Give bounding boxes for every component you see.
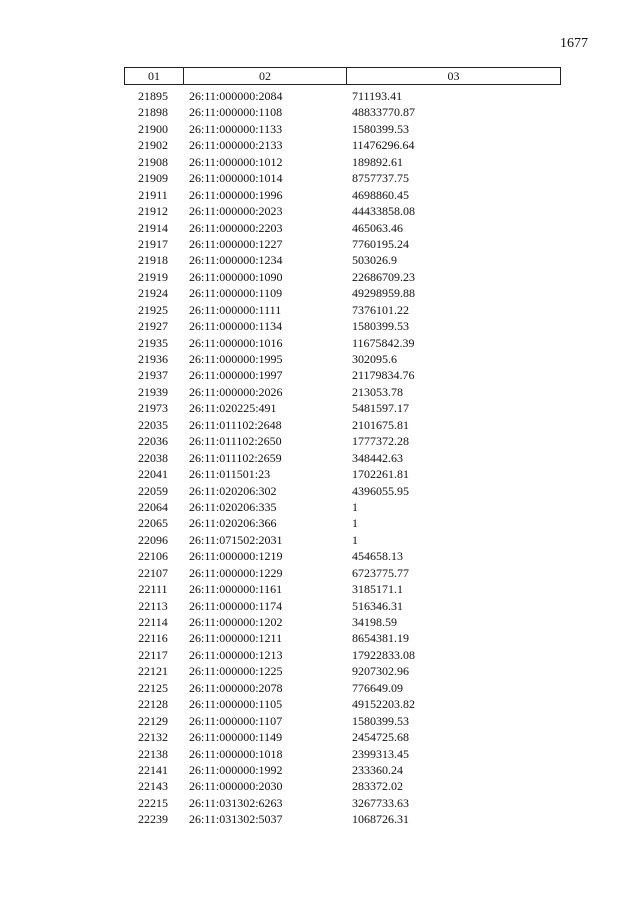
table-cell-01: 22041	[138, 467, 168, 482]
table-cell-02: 26:11:000000:1090	[189, 269, 283, 284]
table-cell-01: 22141	[138, 762, 168, 777]
table-cell-03: 4396055.95	[352, 483, 409, 498]
table-cell-02: 26:11:000000:1213	[189, 647, 283, 662]
table-row	[124, 154, 561, 170]
table-cell-03: 1	[352, 532, 358, 547]
table-cell-03: 189892.61	[352, 154, 403, 169]
table-cell-01: 21939	[138, 384, 168, 399]
table-row	[124, 302, 561, 318]
table-cell-03: 3185171.1	[352, 582, 403, 597]
table-cell-03: 6723775.77	[352, 565, 409, 580]
table-row	[124, 433, 561, 449]
page-number: 1677	[560, 36, 588, 51]
table-cell-02: 26:11:000000:1234	[189, 253, 283, 268]
table-cell-01: 22129	[138, 713, 168, 728]
table-row	[124, 598, 561, 614]
column-header-03: 03	[447, 68, 460, 83]
table-cell-01: 21937	[138, 368, 168, 383]
table-cell-02: 26:11:000000:1992	[189, 762, 283, 777]
table-row	[124, 696, 561, 712]
table-cell-03: 11675842.39	[352, 335, 415, 350]
table-cell-02: 26:11:000000:1107	[189, 713, 283, 728]
table-row	[124, 450, 561, 466]
table-cell-01: 21908	[138, 154, 168, 169]
table-row	[124, 466, 561, 482]
table-cell-02: 26:11:000000:1018	[189, 746, 283, 761]
table-cell-02: 26:11:031302:5037	[189, 812, 283, 827]
table-cell-02: 26:11:000000:1229	[189, 565, 283, 580]
table-cell-02: 26:11:000000:1174	[189, 598, 283, 613]
table-cell-03: 21179834.76	[352, 368, 415, 383]
table-cell-02: 26:11:000000:1149	[189, 730, 283, 745]
table-cell-03: 22686709.23	[352, 269, 415, 284]
table-cell-03: 283372.02	[352, 779, 403, 794]
table-cell-03: 3267733.63	[352, 795, 409, 810]
table-cell-03: 1777372.28	[352, 434, 409, 449]
table-row	[124, 680, 561, 696]
table-cell-03: 1068726.31	[352, 812, 409, 827]
table-row	[124, 335, 561, 351]
table-cell-01: 22128	[138, 697, 168, 712]
table-row	[124, 795, 561, 811]
table-cell-01: 21911	[138, 187, 168, 202]
table-cell-02: 26:11:000000:1997	[189, 368, 283, 383]
table-cell-01: 21902	[138, 138, 168, 153]
table-row	[124, 384, 561, 400]
table-row	[124, 170, 561, 186]
table-cell-03: 1702261.81	[352, 467, 409, 482]
table-row	[124, 318, 561, 334]
table-row	[124, 729, 561, 745]
table-cell-01: 22117	[138, 647, 168, 662]
table-cell-01: 21912	[138, 204, 168, 219]
table-row	[124, 483, 561, 499]
table-cell-02: 26:11:020206:335	[189, 499, 277, 514]
table-cell-03: 348442.63	[352, 450, 403, 465]
table-cell-01: 22132	[138, 730, 168, 745]
table-cell-02: 26:11:000000:1225	[189, 664, 283, 679]
table-cell-02: 26:11:000000:1108	[189, 105, 283, 120]
table-cell-02: 26:11:000000:1996	[189, 187, 283, 202]
table-cell-01: 22038	[138, 450, 168, 465]
table-row	[124, 137, 561, 153]
table-cell-02: 26:11:031302:6263	[189, 795, 283, 810]
table-cell-01: 22121	[138, 664, 168, 679]
table-cell-02: 26:11:071502:2031	[189, 532, 283, 547]
table-row	[124, 581, 561, 597]
table-cell-01: 21914	[138, 220, 168, 235]
table-cell-03: 49298959.88	[352, 286, 415, 301]
table-cell-02: 26:11:000000:1219	[189, 549, 283, 564]
table-cell-03: 2454725.68	[352, 730, 409, 745]
table-cell-01: 22143	[138, 779, 168, 794]
table-row	[124, 565, 561, 581]
table-cell-02: 26:11:000000:1016	[189, 335, 283, 350]
table-cell-01: 21895	[138, 89, 168, 103]
table-row	[124, 647, 561, 663]
table-row	[124, 713, 561, 729]
table-row	[124, 778, 561, 794]
table-cell-01: 22096	[138, 532, 168, 547]
table-cell-01: 21917	[138, 236, 168, 251]
table-cell-03: 516346.31	[352, 598, 403, 613]
column-header-01: 01	[125, 68, 184, 84]
table-cell-02: 26:11:000000:1109	[189, 286, 283, 301]
table-cell-03: 44433858.08	[352, 204, 415, 219]
table-row	[124, 746, 561, 762]
table-cell-03: 17922833.08	[352, 647, 415, 662]
table-header	[124, 67, 561, 85]
table-row	[124, 400, 561, 416]
table-cell-02: 26:11:000000:1202	[189, 615, 283, 629]
table-cell-03: 8654381.19	[352, 631, 409, 646]
table-cell-03: 48833770.87	[352, 105, 415, 120]
table-row	[124, 811, 561, 827]
table-cell-01: 22064	[138, 499, 168, 514]
table-cell-01: 21973	[138, 401, 168, 416]
table-cell-01: 22065	[138, 516, 168, 531]
table-cell-02: 26:11:000000:2026	[189, 384, 283, 399]
table-body	[124, 88, 561, 828]
table-cell-01: 21909	[138, 171, 168, 186]
table-row	[124, 417, 561, 433]
table-cell-01: 22125	[138, 680, 168, 695]
table-cell-02: 26:11:011102:2648	[189, 417, 282, 432]
table-row	[124, 285, 561, 301]
table-row	[124, 236, 561, 252]
table-row	[124, 252, 561, 268]
table-row	[124, 630, 561, 646]
table-cell-02: 26:11:000000:2023	[189, 204, 283, 219]
table-cell-02: 26:11:000000:2133	[189, 138, 283, 153]
table-row	[124, 614, 561, 630]
table-cell-02: 26:11:000000:1105	[189, 697, 283, 712]
table-cell-03: 465063.46	[352, 220, 403, 235]
table-cell-01: 21898	[138, 105, 168, 120]
table-cell-03: 2101675.81	[352, 417, 409, 432]
table-cell-03: 11476296.64	[352, 138, 415, 153]
table-cell-03: 7376101.22	[352, 302, 409, 317]
table-cell-01: 22107	[138, 565, 168, 580]
table-row	[124, 762, 561, 778]
table-cell-01: 21924	[138, 286, 168, 301]
table-row	[124, 548, 561, 564]
table-cell-03: 711193.41	[352, 89, 403, 103]
table-row	[124, 187, 561, 203]
table-cell-02: 26:11:011102:2659	[189, 450, 282, 465]
table-row	[124, 663, 561, 679]
table-row	[124, 515, 561, 531]
table-cell-03: 9207302.96	[352, 664, 409, 679]
table-cell-02: 26:11:011102:2650	[189, 434, 282, 449]
table-cell-03: 1580399.53	[352, 713, 409, 728]
table-row	[124, 367, 561, 383]
table-cell-03: 302095.6	[352, 352, 397, 366]
table-cell-02: 26:11:000000:1133	[189, 121, 283, 136]
table-cell-03: 8757737.75	[352, 171, 409, 186]
table-cell-02: 26:11:000000:2084	[189, 89, 283, 103]
table-cell-02: 26:11:011501:23	[189, 467, 271, 482]
table-cell-02: 26:11:000000:1227	[189, 236, 283, 251]
table-row	[124, 499, 561, 515]
table-row	[124, 220, 561, 236]
table-cell-03: 5481597.17	[352, 401, 409, 416]
table-cell-01: 22035	[138, 417, 168, 432]
table-cell-03: 34198.59	[352, 615, 397, 629]
table-cell-02: 26:11:000000:1161	[189, 582, 283, 597]
table-cell-01: 21900	[138, 121, 168, 136]
table-cell-01: 21927	[138, 319, 168, 334]
table-cell-01: 21919	[138, 269, 168, 284]
table-cell-01: 22116	[138, 631, 168, 646]
table-row	[124, 203, 561, 219]
table-cell-03: 7760195.24	[352, 236, 409, 251]
table-row	[124, 121, 561, 137]
table-cell-01: 22106	[138, 549, 168, 564]
table-cell-02: 26:11:000000:1014	[189, 171, 283, 186]
table-cell-03: 454658.13	[352, 549, 403, 564]
table-row	[124, 104, 561, 120]
table-cell-01: 22113	[138, 598, 168, 613]
table-cell-02: 26:11:000000:2078	[189, 680, 283, 695]
table-cell-03: 233360.24	[352, 762, 403, 777]
table-cell-01: 21925	[138, 302, 168, 317]
table-row	[124, 532, 561, 548]
table-cell-03: 2399313.45	[352, 746, 409, 761]
table-cell-02: 26:11:000000:1211	[189, 631, 283, 646]
table-cell-03: 49152203.82	[352, 697, 415, 712]
table-cell-02: 26:11:020206:302	[189, 483, 277, 498]
table-cell-01: 21936	[138, 352, 168, 366]
table-cell-01: 22138	[138, 746, 168, 761]
table-cell-03: 1	[352, 516, 358, 531]
table-cell-02: 26:11:000000:1012	[189, 154, 283, 169]
table-cell-02: 26:11:000000:1995	[189, 352, 283, 366]
column-header-02: 02	[184, 68, 347, 84]
table-cell-03: 213053.78	[352, 384, 403, 399]
table-cell-01: 22239	[138, 812, 168, 827]
table-cell-02: 26:11:000000:2203	[189, 220, 283, 235]
table-cell-03: 1	[352, 499, 358, 514]
table-cell-03: 1580399.53	[352, 121, 409, 136]
table-row	[124, 351, 561, 367]
table-cell-01: 21918	[138, 253, 168, 268]
table-cell-02: 26:11:020206:366	[189, 516, 277, 531]
table-cell-01: 21935	[138, 335, 168, 350]
table-cell-03: 503026.9	[352, 253, 397, 268]
table-cell-02: 26:11:000000:1111	[189, 302, 282, 317]
table-cell-02: 26:11:000000:1134	[189, 319, 283, 334]
table-cell-02: 26:11:000000:2030	[189, 779, 283, 794]
table-row	[124, 88, 561, 104]
table-cell-01: 22111	[138, 582, 168, 597]
table-cell-02: 26:11:020225:491	[189, 401, 277, 416]
table-cell-03: 1580399.53	[352, 319, 409, 334]
table-cell-01: 22059	[138, 483, 168, 498]
table-row	[124, 269, 561, 285]
table-cell-01: 22114	[138, 615, 168, 629]
table-cell-03: 776649.09	[352, 680, 403, 695]
table-cell-03: 4698860.45	[352, 187, 409, 202]
table-cell-01: 22036	[138, 434, 168, 449]
table-cell-01: 22215	[138, 795, 168, 810]
